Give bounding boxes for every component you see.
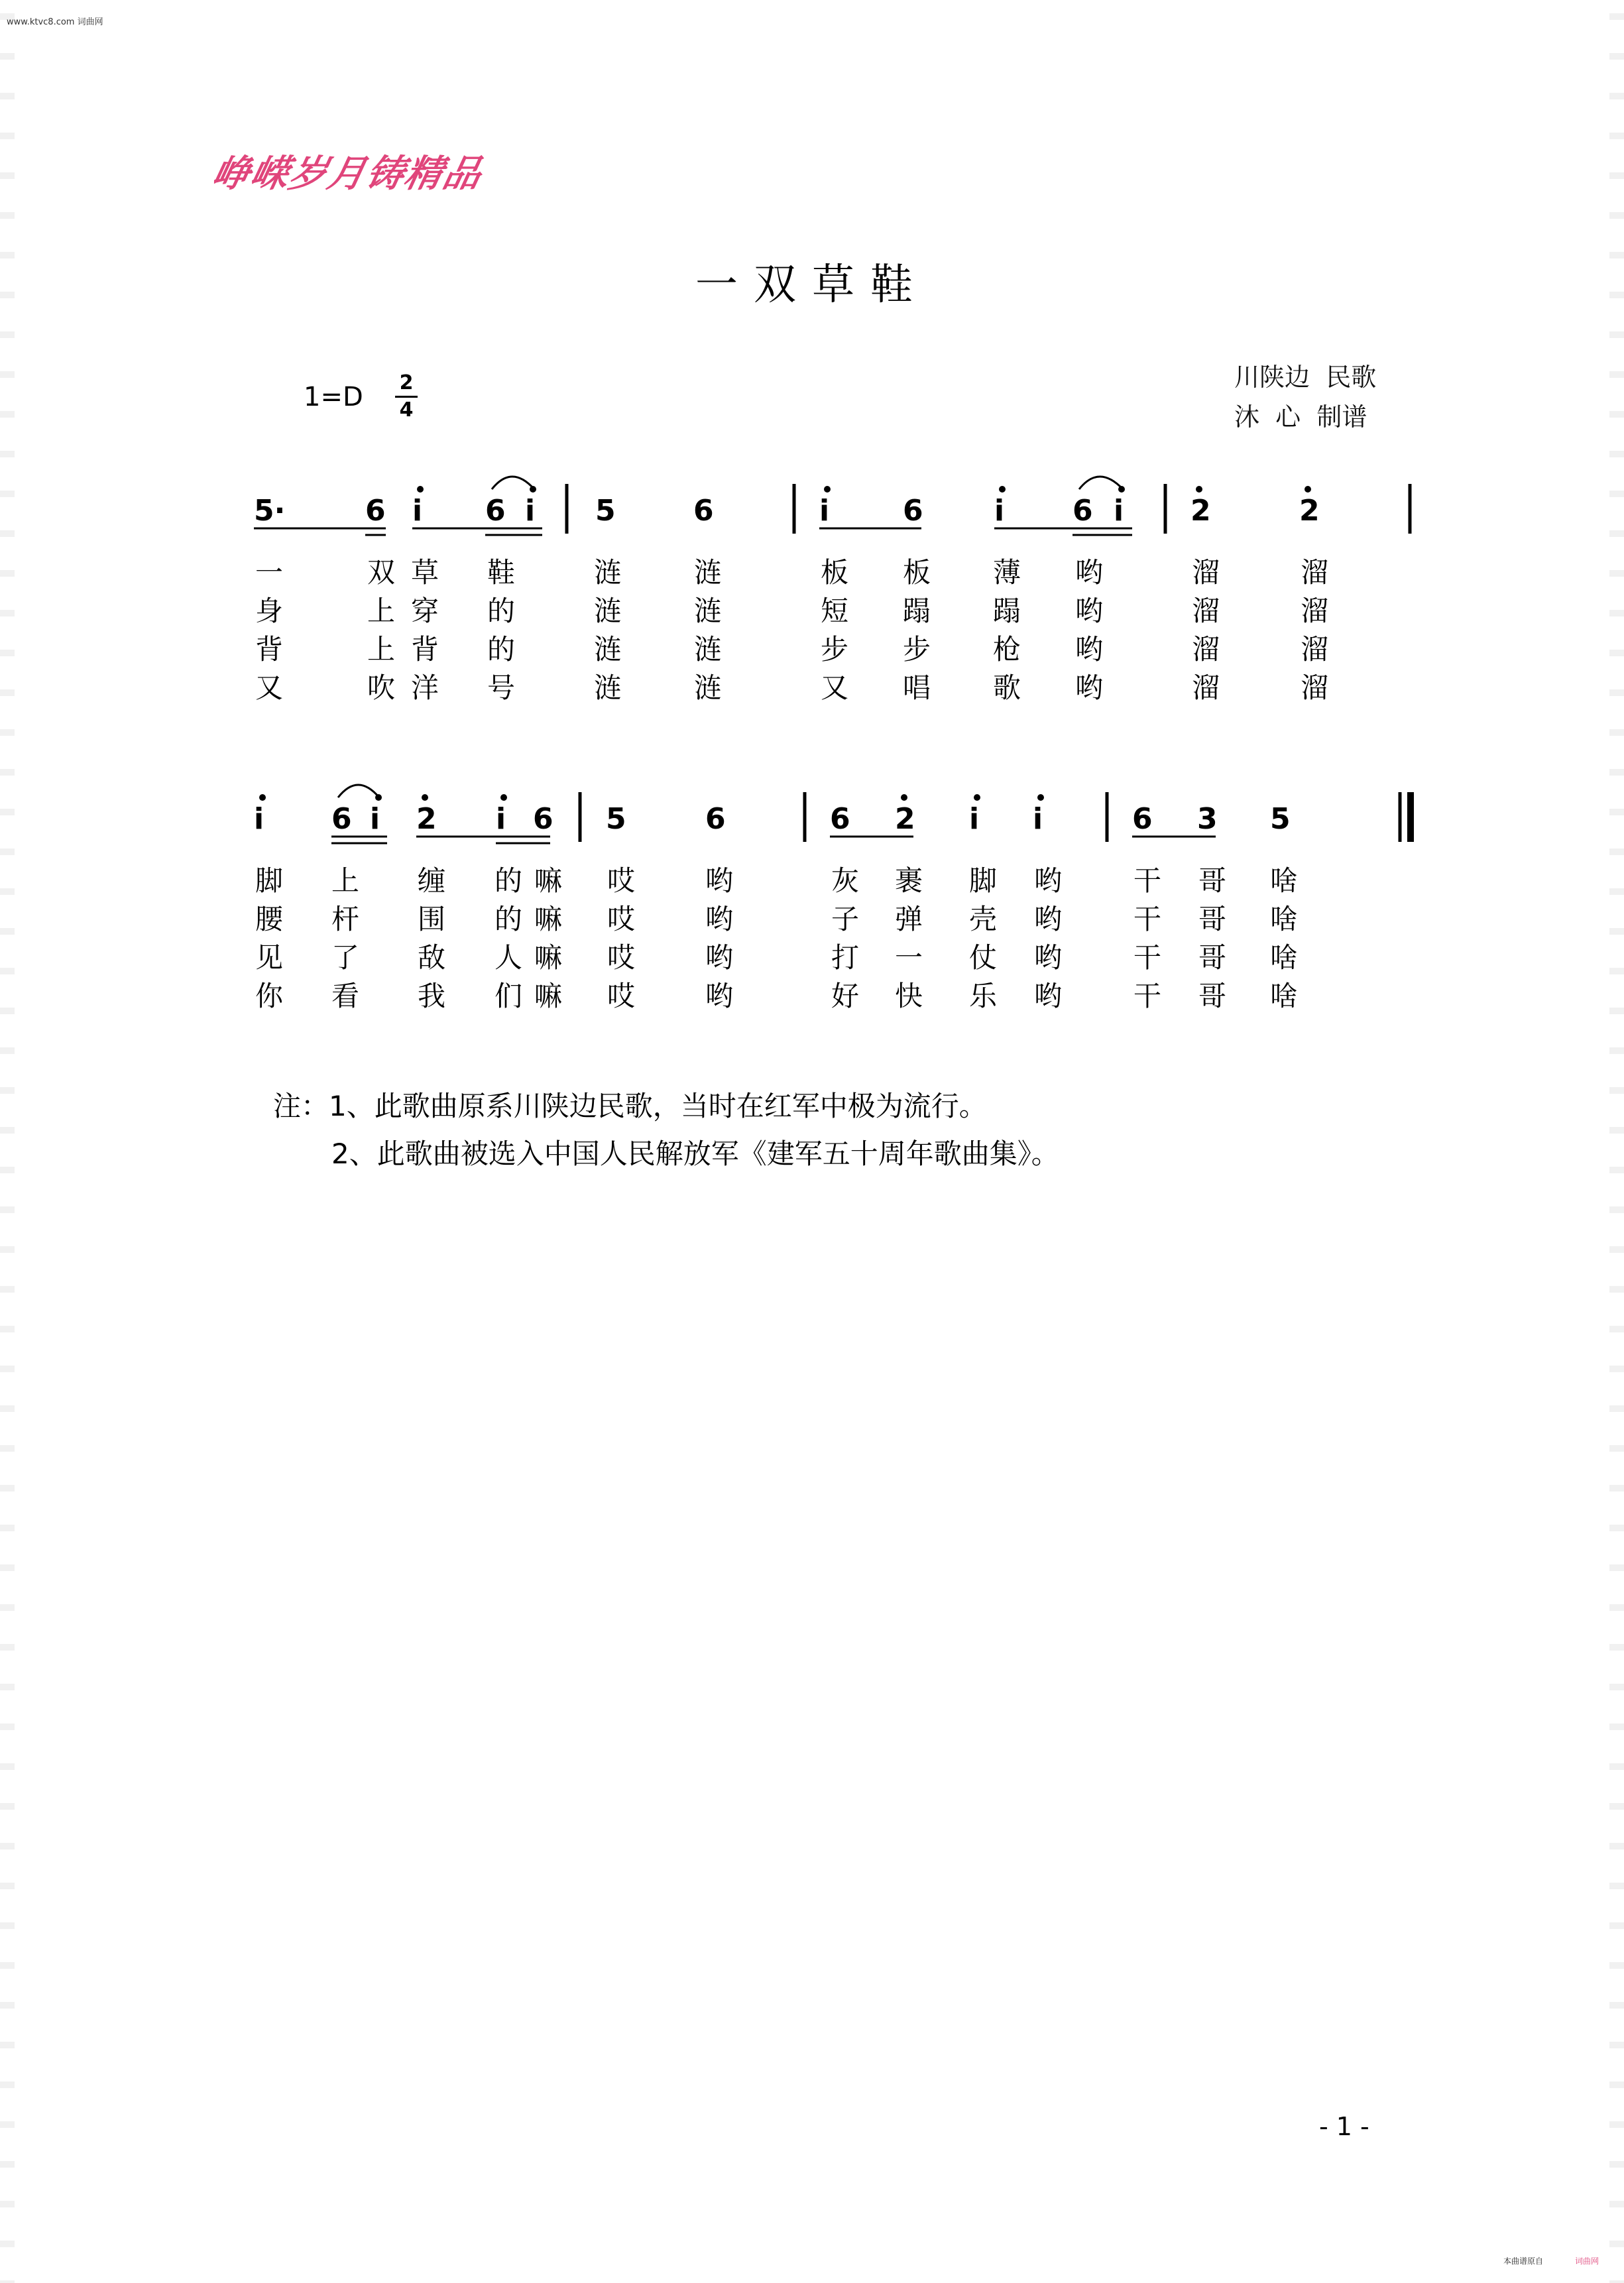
lyric: 又: [821, 672, 849, 704]
lyric: 哟: [1034, 903, 1063, 935]
lyric: 嘛: [534, 980, 563, 1012]
lyric: 哟: [705, 903, 734, 935]
lyric: 啥: [1270, 864, 1299, 897]
lyric: 围: [418, 903, 446, 935]
lyric: 干: [1133, 980, 1162, 1012]
song-title: 一双草鞋: [695, 261, 929, 310]
note: i: [254, 802, 264, 836]
lyric: 背: [411, 633, 439, 666]
time-sig-bottom: 4: [399, 398, 414, 422]
lyric: 快: [895, 980, 923, 1012]
lyric: 短: [821, 595, 849, 627]
credit-arranger-role: 制谱: [1316, 402, 1367, 432]
note: 5: [1270, 802, 1291, 836]
row2-beams: [331, 837, 1216, 843]
lyric: 乐: [969, 980, 998, 1012]
lyric-line: [255, 980, 1298, 1012]
note: i: [819, 494, 830, 528]
note: i: [412, 494, 423, 528]
lyric: 了: [331, 941, 360, 974]
lyric: 步: [821, 633, 849, 666]
lyric: 哥: [1198, 864, 1227, 897]
lyric: 看: [331, 980, 360, 1012]
lyric: 涟: [694, 595, 723, 627]
lyric: 上: [331, 864, 360, 897]
octave-dot: [974, 794, 980, 801]
lyric: 哥: [1198, 941, 1227, 974]
note: 5·: [254, 494, 286, 528]
lyric: 溜: [1301, 672, 1329, 704]
footer-source-label: 本曲谱原自: [1503, 2256, 1544, 2266]
note: i: [969, 802, 980, 836]
octave-dot: [999, 486, 1006, 493]
note: 6: [693, 494, 714, 528]
lyric: 灰: [831, 864, 860, 897]
lyric: 哎: [607, 903, 636, 935]
lyric: 的: [494, 864, 523, 897]
row1-beams: [254, 528, 1132, 535]
lyric: 哟: [1075, 633, 1104, 666]
lyric: 哟: [705, 941, 734, 974]
row1-octave-dots: [417, 486, 1311, 493]
lyric: 哟: [1034, 864, 1063, 897]
lyric: 枪: [993, 633, 1021, 666]
lyric: 缠: [418, 864, 446, 897]
lyric: 哟: [705, 864, 734, 897]
octave-dot: [417, 486, 424, 493]
note: 2: [416, 802, 437, 836]
lyric: 板: [821, 556, 849, 589]
note: i: [994, 494, 1005, 528]
lyric: 腰: [255, 903, 284, 935]
octave-dot: [824, 486, 831, 493]
lyric: 脚: [255, 864, 284, 897]
note: 6: [485, 494, 506, 528]
lyric: 嘛: [534, 864, 563, 897]
lyric: 哟: [705, 980, 734, 1012]
note: 2: [1190, 494, 1211, 528]
lyric: 干: [1133, 941, 1162, 974]
brand-slogan: 峥嵘岁月铸精品: [208, 152, 487, 196]
lyric: 打: [831, 941, 860, 974]
note: i: [1033, 802, 1043, 836]
lyric: 薄: [993, 556, 1021, 589]
lyric: 我: [418, 980, 446, 1012]
note: i: [1114, 494, 1124, 528]
note: 2: [895, 802, 915, 836]
note: i: [525, 494, 536, 528]
lyric: 身: [255, 595, 284, 627]
lyric: 涟: [594, 672, 622, 704]
row1-notes: [254, 494, 1320, 528]
note-line-1: 注：1、此歌曲原系川陕边民歌，当时在红军中极为流行。: [273, 1090, 987, 1122]
note: 6: [365, 494, 386, 528]
lyric: 见: [255, 941, 284, 974]
lyric: 溜: [1192, 595, 1220, 627]
lyric: 溜: [1301, 595, 1329, 627]
lyric: 哟: [1075, 556, 1104, 589]
lyric: 步: [903, 633, 931, 666]
lyric: 吹: [367, 672, 396, 704]
note: 3: [1197, 802, 1218, 836]
lyric: 们: [494, 980, 523, 1012]
lyric: 溜: [1192, 672, 1220, 704]
lyric: 哥: [1198, 903, 1227, 935]
lyric: 双: [367, 556, 396, 589]
lyric: 涟: [594, 556, 622, 589]
lyric-line: [255, 941, 1298, 974]
lyric: 脚: [969, 864, 998, 897]
lyric: 子: [831, 903, 860, 935]
key-signature: 1=D: [304, 382, 363, 412]
page-number: - 1 -: [1319, 2112, 1369, 2141]
lyric: 溜: [1301, 633, 1329, 666]
lyric: 的: [487, 595, 516, 627]
lyric-line: [255, 595, 1328, 627]
lyric: 上: [367, 595, 396, 627]
octave-dot: [259, 794, 266, 801]
lyric: 涟: [594, 633, 622, 666]
lyric: 的: [494, 903, 523, 935]
lyric: 涟: [694, 556, 723, 589]
lyric: 涟: [694, 672, 723, 704]
lyric: 哟: [1075, 595, 1104, 627]
lyric: 啥: [1270, 941, 1299, 974]
lyric: 敌: [418, 941, 446, 974]
lyric: 又: [255, 672, 284, 704]
lyric: 草: [411, 556, 439, 589]
slur: [1079, 477, 1123, 489]
lyric: 洋: [411, 672, 439, 704]
note: 6: [1073, 494, 1093, 528]
credit-origin-role: 民歌: [1326, 363, 1377, 392]
octave-dot: [1037, 794, 1044, 801]
lyric-line: [255, 864, 1298, 897]
lyric: 好: [831, 980, 860, 1012]
lyric: 的: [487, 633, 516, 666]
note: 6: [830, 802, 850, 836]
note: 6: [533, 802, 553, 836]
lyric: 溜: [1301, 556, 1329, 589]
note: 6: [1132, 802, 1153, 836]
note: i: [496, 802, 506, 836]
lyric: 涟: [594, 595, 622, 627]
lyric: 哟: [1075, 672, 1104, 704]
lyric: 弹: [895, 903, 923, 935]
note: 5: [606, 802, 626, 836]
lyric: 哎: [607, 941, 636, 974]
time-sig-top: 2: [399, 371, 414, 394]
lyric: 歌: [993, 672, 1021, 704]
lyric: 鞋: [487, 556, 516, 589]
lyric: 穿: [411, 595, 439, 627]
credit-origin-name: 川陕边: [1234, 363, 1310, 392]
octave-dot: [422, 794, 428, 801]
octave-dot: [1305, 486, 1311, 493]
lyric: 蹋: [993, 595, 1021, 627]
lyric: 人: [494, 941, 523, 974]
lyric: 啥: [1270, 903, 1299, 935]
note: 6: [331, 802, 352, 836]
lyric: 上: [367, 633, 396, 666]
note: 6: [903, 494, 923, 528]
lyric: 干: [1133, 864, 1162, 897]
footer-site-link[interactable]: 词曲网: [1575, 2256, 1599, 2266]
lyric: 哟: [1034, 941, 1063, 974]
lyric: 一: [255, 556, 284, 589]
row2-lyrics: [255, 864, 1298, 1012]
lyric: 你: [255, 980, 284, 1012]
note: 2: [1299, 494, 1320, 528]
octave-dot: [1196, 486, 1202, 493]
lyric: 一: [895, 941, 923, 974]
lyric: 嘛: [534, 903, 563, 935]
note: i: [370, 802, 380, 836]
lyric-line: [255, 903, 1298, 935]
slur: [492, 477, 534, 489]
lyric: 哥: [1198, 980, 1227, 1012]
lyric: 仗: [969, 941, 998, 974]
lyric: 溜: [1192, 556, 1220, 589]
lyric: 哟: [1034, 980, 1063, 1012]
octave-dot: [901, 794, 907, 801]
note: 6: [705, 802, 726, 836]
lyric: 背: [255, 633, 284, 666]
row1-slurs: [492, 477, 1123, 489]
lyric: 壳: [969, 903, 998, 935]
lyric: 蹋: [903, 595, 931, 627]
lyric-line: [255, 556, 1328, 589]
lyric: 干: [1133, 903, 1162, 935]
note: 5: [595, 494, 616, 528]
lyric: 溜: [1192, 633, 1220, 666]
lyric: 涟: [694, 633, 723, 666]
row2-slurs: [338, 785, 379, 797]
lyric: 板: [903, 556, 931, 589]
octave-dot: [500, 794, 507, 801]
lyric-line: [255, 633, 1328, 666]
row1-lyrics: [255, 556, 1328, 704]
lyric: 哎: [607, 980, 636, 1012]
row2-notes: [254, 802, 1291, 836]
lyric: 哎: [607, 864, 636, 897]
lyric-line: [255, 672, 1328, 704]
lyric: 唱: [903, 672, 931, 704]
lyric: 裹: [895, 864, 923, 897]
score: [0, 0, 1624, 1061]
site-watermark: www.ktvc8.com 词曲网: [7, 17, 103, 27]
lyric: 杆: [331, 903, 360, 935]
lyric: 啥: [1270, 980, 1299, 1012]
credit-arranger-name: 沐 心: [1234, 402, 1301, 432]
lyric: 号: [487, 672, 516, 704]
slur: [338, 785, 379, 797]
note-line-2: 2、此歌曲被选入中国人民解放军《建军五十周年歌曲集》。: [331, 1138, 1059, 1170]
lyric: 嘛: [534, 941, 563, 974]
